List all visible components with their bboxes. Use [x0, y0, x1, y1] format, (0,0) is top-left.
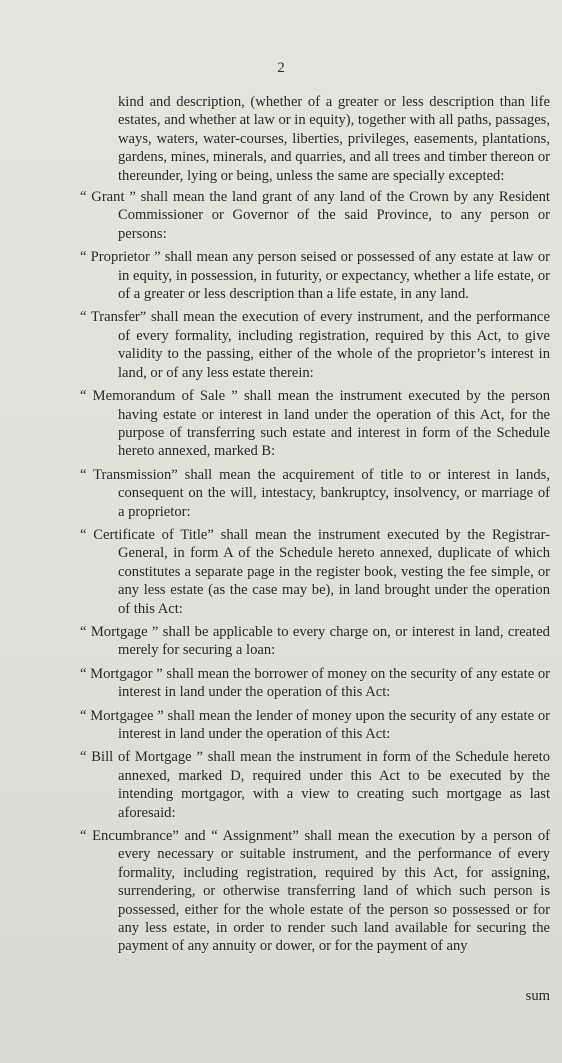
definition-term: “ Mortgagor ” — [80, 665, 163, 682]
definition-memorandum-of-sale — [80, 387, 550, 461]
definition-term: “ Grant ” — [80, 189, 136, 206]
definition-term: “ Mortgagee ” — [80, 707, 164, 724]
definition-text: shall mean the land grant of any land of the Crown by any Resident Commissioner or Governor of the said Province, to any person or persons: — [118, 189, 550, 242]
definition-certificate-of-title — [80, 526, 550, 618]
definition-transmission — [80, 466, 550, 521]
definition-term: “ Mortgage ” — [80, 623, 159, 640]
definition-term: “ Memorandum of Sale ” — [80, 388, 238, 405]
page-number: 2 — [277, 60, 285, 76]
definition-term: “ Certificate of Title” — [80, 526, 214, 543]
definition-text: shall mean the acquirement of title to or interest in lands, consequent on the will, intestacy, bankruptcy, insolvency, or marriage of a proprietor: — [118, 466, 550, 520]
definition-text: shall mean any person seised or possessed of any estate at law or in equity, in possession, in futurity, or expectancy, whether a life estate, or of a greater or less description than a life estate, in any land. — [118, 249, 551, 303]
definition-term: “ Transfer” — [80, 309, 147, 326]
definition-term: “ Proprietor ” — [80, 249, 161, 266]
definition-text: shall mean the instrument executed by the person having estate or interest in land under the operation of this Act, for the purpose of transferring such estate and interest in form of the Schedule hereto annexed, marked B: — [118, 388, 550, 460]
catchword: sum — [525, 988, 550, 1004]
definition-text: shall mean the execution by a person of every necessary or suitable instrument, and the performance of every formality, including registration, required by this Act, for assigning, surrendering, or otherwise transferring land of which such person is possessed, either for the whole estate of the person so possessed or for any less estate, in order to render such land available for securing the payment of any annuity or dower, or for the payment of any — [118, 828, 550, 955]
definition-transfer — [80, 308, 550, 382]
definition-term: “ Bill of Mortgage ” — [80, 749, 203, 766]
definition-text: shall be applicable to every charge on, or interest in land, created merely for securing a loan: — [118, 623, 550, 659]
definition-mortgagee — [80, 707, 550, 744]
definition-term: “ Transmission” — [80, 466, 178, 483]
definition-text: shall mean the lender of money upon the security of any estate or interest in land under the operation of this Act: — [118, 707, 550, 742]
definition-mortgage — [80, 623, 550, 660]
intro-paragraph: kind and description, (whether of a greater or less description than life estates, and whether at law or in equity), together with all paths, passages, ways, waters, water-courses, liberties, privileges, easements, plantations, gardens, mines, minerals, and quarries, and all trees and timber thereon or thereunder, lying or being, unless the same are specially excepted: — [118, 94, 551, 184]
definition-term: “ Encumbrance” and “ Assignment” — [80, 828, 299, 845]
definition-text: shall mean the borrower of money on the security of any estate or interest in land under the operation of this Act: — [118, 665, 551, 701]
page-body — [80, 93, 550, 961]
definition-text: shall mean the execution of every instrument, and the performance of every formality, including registration, required by this Act, to give validity to the passing, either of the whole of the proprietor’s interest in land, or of any less estate therein: — [118, 309, 550, 381]
definition-text: shall mean the instrument in form of the Schedule hereto annexed, marked D, required under this Act to be executed by the intending mortgagor, with a view to creating such mortgage as last aforesaid: — [118, 749, 550, 821]
definitions-list — [80, 188, 550, 956]
definition-grant — [80, 188, 550, 243]
definition-mortgagor — [80, 665, 550, 702]
definition-proprietor — [80, 248, 550, 303]
definition-text: shall mean the instrument executed by the Registrar-General, in form A of the Schedule hereto annexed, duplicate of which constitutes a separate page in the register book, vesting the fee simple, or any less estate (as the case may be), in land brought under the operation of this Act: — [118, 526, 551, 617]
definition-encumbrance-assignment — [80, 827, 550, 956]
definition-bill-of-mortgage — [80, 748, 550, 822]
